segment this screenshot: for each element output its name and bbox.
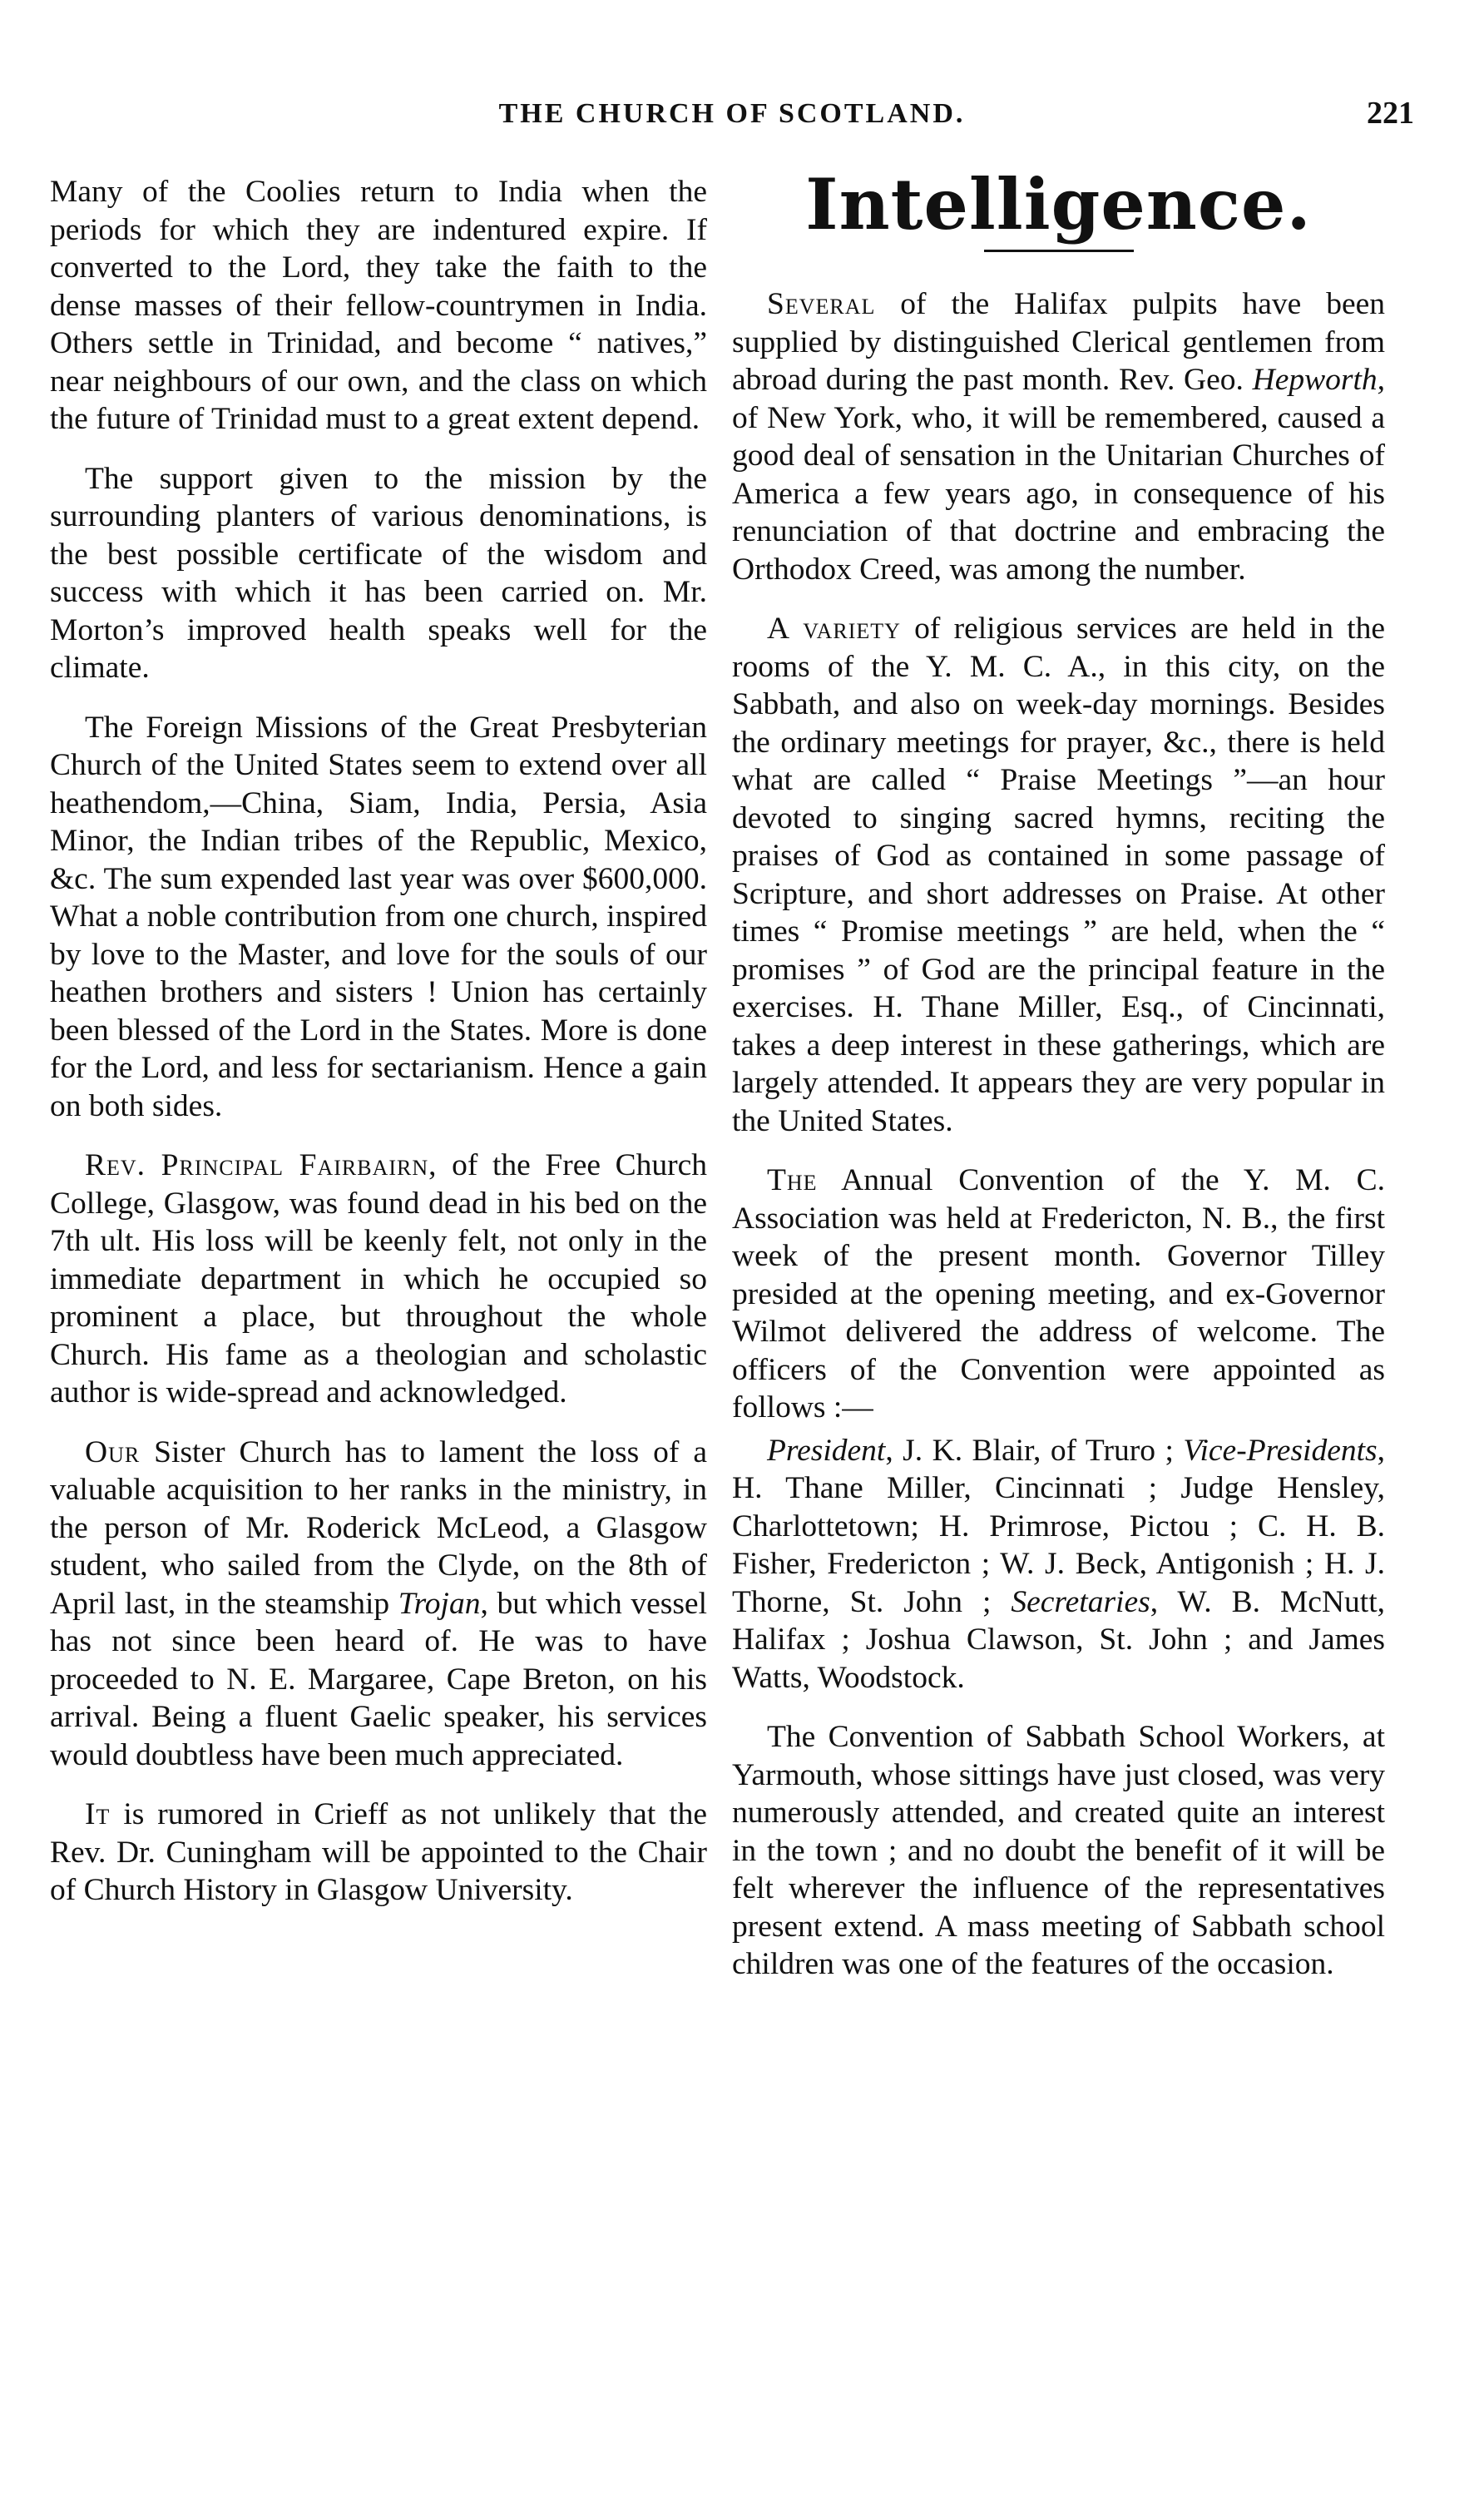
paragraph-text: The Convention of Sabbath School Workers, at Yarmouth, whose sittings have just closed, was very numerously attended, and created quite an interest in the town ; and no doubt the benefit of it will be felt wherever the influence of the representatives present extend. A mass meeting of Sabbath school children was one of the features of the occasion. xyxy=(732,1720,1385,1981)
lead-words: Our xyxy=(85,1434,141,1469)
section-title: Intelligence. xyxy=(805,163,1312,245)
person-name: Hepworth, xyxy=(1252,363,1385,397)
section-rule xyxy=(984,250,1134,252)
paragraph-convention xyxy=(732,1162,1385,1427)
paragraph-text: , H. Thane Miller, Cincinnati ; Judge Hensley, Charlottetown; H. Primrose, Pictou ; C. H. B. Fisher, Fredericton ; W. J. Beck, Antigonish ; H. J. Thorne, St. John ; xyxy=(732,1433,1385,1619)
paragraph-sabbath-school xyxy=(732,1718,1385,1984)
right-column xyxy=(732,163,1385,2005)
paragraph-text: Annual Convention of the Y. M. C. Association was held at Fredericton, N. B., the first week of the present month. Governor Tilley presided at the opening meeting, and ex-Governor Wilmot delivered the address of welcome. The officers of the Convention were appointed as follows :— xyxy=(732,1163,1385,1424)
ship-name: Trojan xyxy=(398,1586,481,1621)
paragraph-cuningham xyxy=(50,1796,707,1910)
paragraph-foreign-missions xyxy=(50,709,707,1126)
left-column xyxy=(50,173,707,1931)
paragraph-text: of the Free Church College, Glasgow, was found dead in his bed on the 7th ult. His loss will be keenly felt, not only in the immediate department in which he occupied so prominent a place, but throughout the whole Church. His fame as a theologian and scholastic author is wide-spread and acknowledged. xyxy=(50,1148,707,1410)
lead-words: A variety xyxy=(767,612,901,646)
paragraph-text: of the Halifax pulpits have been supplied by distinguished Clerical gentlemen from abroad during the past month. Rev. Geo. xyxy=(732,287,1385,397)
paragraph-coolies xyxy=(50,173,707,438)
paragraph-text: , J. K. Blair, of Truro ; xyxy=(885,1433,1184,1468)
paragraph-ymca-services xyxy=(732,610,1385,1140)
role-label: Vice-Presidents xyxy=(1183,1433,1378,1468)
lead-words: The xyxy=(767,1163,818,1197)
role-label: President xyxy=(767,1433,886,1468)
paragraph-mission-support xyxy=(50,460,707,687)
paragraph-text: The support given to the mission by the surrounding planters of various denominations, is the best possible certificate of the wisdom and success with which it has been carried on. Mr. Morton’s improved health speaks well for the climate. xyxy=(50,461,707,685)
paragraph-officers xyxy=(732,1432,1385,1697)
paragraph-pulpits xyxy=(732,285,1385,588)
running-head xyxy=(50,98,1414,148)
lead-words: Several xyxy=(767,287,876,321)
lead-words: It xyxy=(85,1797,111,1831)
lead-words: Rev. Principal Fairbairn, xyxy=(85,1148,438,1182)
paragraph-text: Many of the Coolies return to India when the periods for which they are indentured expire. If converted to the Lord, they take the faith to the dense masses of their fellow-countrymen in India. Others settle in Trinidad, and become “ natives,” near neighbours of our own, and the class on which the future of Trinidad must to a great extent depend. xyxy=(50,175,707,436)
paragraph-text: is rumored in Crieff as not unlikely that the Rev. Dr. Cuningham will be appointed to the Chair of Church History in Glasgow University. xyxy=(50,1797,707,1907)
paragraph-text: The Foreign Missions of the Great Presbyterian Church of the United States seem to extend over all heathendom,—China, Siam, India, Persia, Asia Minor, the Indian tribes of the Republic, Mexico, &c. The sum expended last year was over $600,000. What a noble contribution from one church, inspired by love to the Master, and love for the souls of our heathen brothers and sisters ! Union has certainly been blessed of the Lord in the States. More is done for the Lord, and less for sectarianism. Hence a gain on both sides. xyxy=(50,710,707,1123)
role-label: Secretaries xyxy=(1011,1584,1150,1619)
paragraph-mcleod xyxy=(50,1434,707,1775)
paragraph-text: of New York, who, it will be remembered, caused a good deal of sensation in the Unitarian Churches of America a few years ago, in consequence of his renunciation of that doctrine and embracing the Orthodox Creed, was among the number. xyxy=(732,400,1385,587)
paragraph-text: of religious services are held in the rooms of the Y. M. C. A., in this city, on the Sabbath, and also on week-day mornings. Besides the ordinary meetings for prayer, &c., there is held what are called “ Praise Meetings ”—an hour devoted to singing sacred hymns, reciting the praises of God as contained in some passage of Scripture, and short addresses on Praise. At other times “ Promise meetings ” are held, when the “ promises ” of God are the principal feature in the exercises. H. Thane Miller, Esq., of Cincinnati, takes a deep interest in these gatherings, which are largely attended. It appears they are very popular in the United States. xyxy=(732,612,1385,1138)
paragraph-text: , but which vessel has not since been heard of. He was to have proceeded to N. E. Margaree, Cape Breton, on his arrival. Being a fluent Gaelic speaker, his services would doubtless have been much appreciated. xyxy=(50,1586,707,1772)
paragraph-text: Sister Church has to lament the loss of a valuable acquisition to her ranks in the ministry, in the person of Mr. Roderick McLeod, a Glasgow student, who sailed from the Clyde, on the 8th of April last, in the steamship xyxy=(50,1434,707,1621)
page-number: 221 xyxy=(1367,96,1414,131)
running-title: THE CHURCH OF SCOTLAND. xyxy=(498,98,966,129)
paragraph-text: , W. B. McNutt, Halifax ; Joshua Clawson, St. John ; and James Watts, Woodstock. xyxy=(732,1584,1385,1695)
paragraph-fairbairn xyxy=(50,1147,707,1412)
